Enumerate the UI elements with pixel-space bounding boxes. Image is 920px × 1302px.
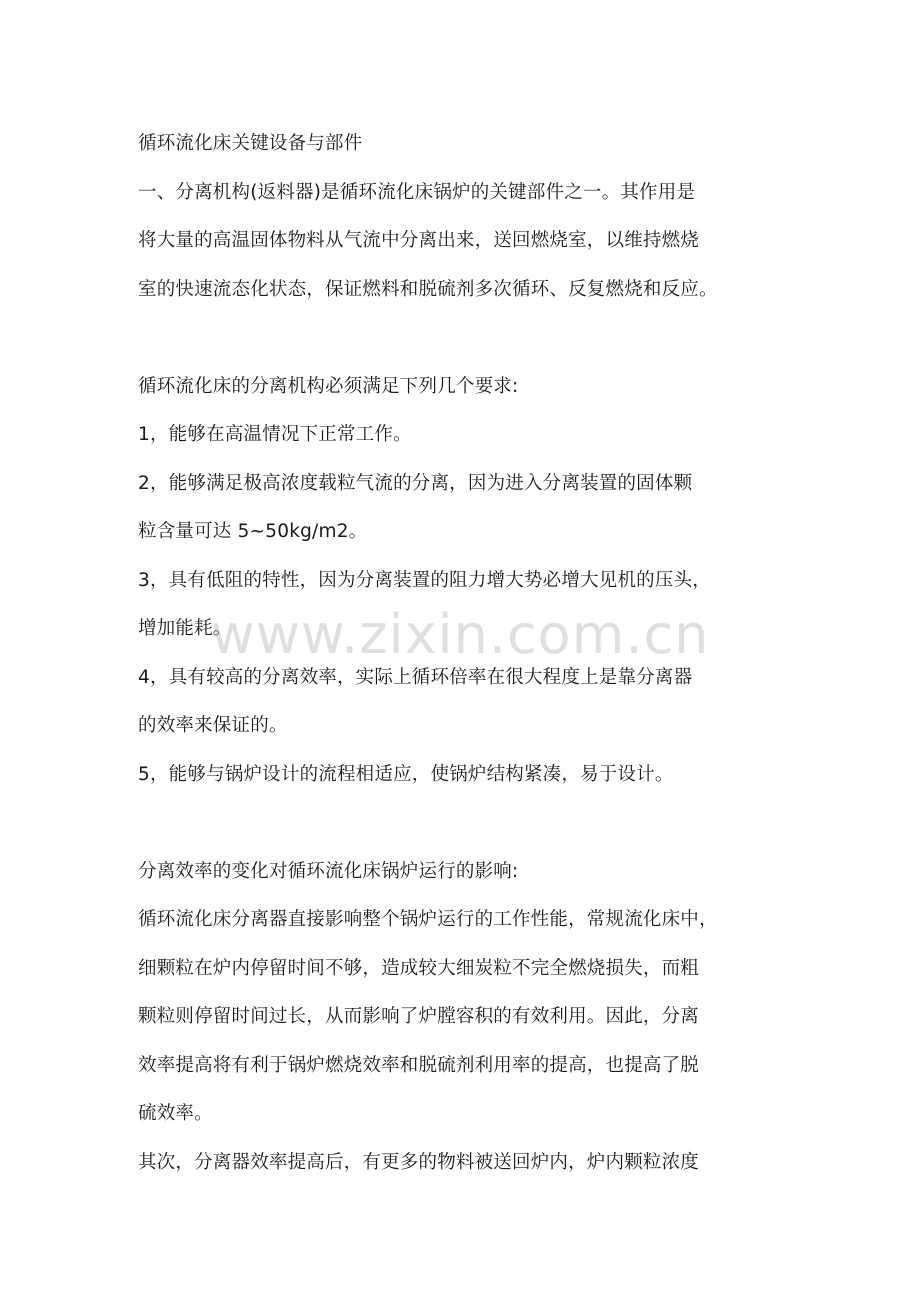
- section1-line: 室的快速流态化状态，保证燃料和脱硫剂多次循环、反复燃烧和反应。: [138, 278, 718, 300]
- requirements-heading: 循环流化床的分离机构必须满足下列几个要求:: [138, 375, 519, 397]
- efficiency-heading: 分离效率的变化对循环流化床锅炉运行的影响:: [138, 860, 519, 882]
- section1-line: 将大量的高温固体物料从气流中分离出来，送回燃烧室，以维持燃烧: [138, 230, 700, 251]
- paragraph-spacer: [138, 314, 788, 363]
- requirement-item-2-cont: 粒含量可达 5~50kg/m2。: [138, 521, 368, 542]
- efficiency-para1-line: 细颗粒在炉内停留时间不够，造成较大细炭粒不完全燃烧损失，而粗: [138, 957, 700, 979]
- requirement-item-3: 3，具有低阻的特性，因为分离装置的阻力增大势必增大见机的压头，: [138, 569, 711, 591]
- efficiency-para2-line: 其次，分离器效率提高后，有更多的物料被送回炉内，炉内颗粒浓度: [138, 1151, 700, 1173]
- document-body: [138, 120, 788, 1187]
- efficiency-para1-line: 颗粒则停留时间过长，从而影响了炉膛容积的有效利用。因此，分离: [138, 1006, 700, 1027]
- document-title: 循环流化床关键设备与部件: [138, 133, 363, 154]
- requirement-item-4-cont: 的效率来保证的。: [138, 715, 288, 736]
- efficiency-para1-line: 循环流化床分离器直接影响整个锅炉运行的工作性能，常规流化床中，: [138, 909, 718, 930]
- efficiency-para1-line: 硫效率。: [138, 1103, 213, 1124]
- requirement-item-5: 5，能够与锅炉设计的流程相适应，使锅炉结构紧凑，易于设计。: [138, 763, 674, 785]
- requirement-item-4: 4，具有较高的分离效率，实际上循环倍率在很大程度上是靠分离器: [138, 666, 693, 688]
- section1-line: 一、分离机构(返料器)是循环流化床锅炉的关键部件之一。其作用是: [138, 181, 696, 203]
- requirement-item-2: 2，能够满足极高浓度载粒气流的分离，因为进入分离装置的固体颗: [138, 472, 693, 494]
- paragraph-spacer: [138, 799, 788, 848]
- requirement-item-3-cont: 增加能耗。: [138, 618, 232, 639]
- requirement-item-1: 1，能够在高温情况下正常工作。: [138, 424, 412, 445]
- watermark-text: www.zixin.com.cn: [210, 603, 710, 666]
- efficiency-para1-line: 效率提高将有利于锅炉燃烧效率和脱硫剂利用率的提高，也提高了脱: [138, 1054, 700, 1076]
